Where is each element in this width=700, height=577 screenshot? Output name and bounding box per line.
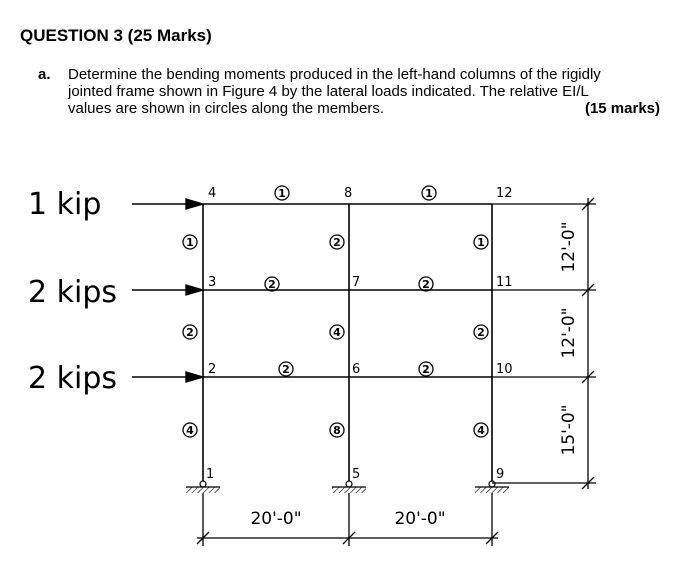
ei-circle-column-7-8: [330, 235, 344, 249]
ei-value-column-9-10: 4: [477, 424, 485, 437]
joint-label-7: 7: [352, 275, 361, 290]
span-label-right: 20'-0": [394, 509, 446, 529]
joint-label-5: 5: [352, 467, 361, 482]
load-arrow-head-roof: [186, 199, 203, 209]
part-a-letter: a.: [38, 66, 51, 83]
ei-value-beam-7-11: 2: [422, 278, 430, 291]
ei-circle-beam-7-11: [419, 277, 433, 291]
ei-circle-column-10-11: [474, 325, 488, 339]
ei-circle-column-2-3: [183, 325, 197, 339]
frame-members: [203, 204, 492, 483]
joint-label-4: 4: [208, 186, 217, 201]
ei-value-column-3-4: 1: [186, 236, 194, 249]
ei-circle-column-1-2: [183, 423, 197, 437]
load-arrow-head-level-1: [186, 372, 203, 382]
load-label-level-2: 2 kips: [28, 275, 118, 310]
ei-value-beam-6-10: 2: [422, 363, 430, 376]
joint-label-12: 12: [496, 186, 513, 201]
joint-label-9: 9: [496, 467, 505, 482]
part-a-line-2: jointed frame shown in Figure 4 by the lateral loads indicated. The relative EI/L: [68, 83, 589, 100]
ei-circle-column-6-7: [330, 325, 344, 339]
ei-value-beam-3-7: 2: [268, 278, 276, 291]
supports: [186, 481, 509, 493]
ei-circle-beam-2-6: [279, 362, 293, 376]
joint-label-1: 1: [206, 467, 215, 482]
ei-value-beam-8-12: 1: [425, 187, 433, 200]
ei-circle-column-3-4: [183, 235, 197, 249]
height-label-middle-storey: 12'-0": [559, 307, 579, 359]
question-title: QUESTION 3 (25 Marks): [20, 26, 212, 45]
ei-circle-beam-8-12: [422, 186, 436, 200]
ei-circle-column-5-6: [330, 423, 344, 437]
ei-value-column-10-11: 2: [477, 326, 485, 339]
part-a-line-3: values are shown in circles along the members.: [68, 100, 384, 117]
joint-label-3: 3: [208, 275, 217, 290]
joint-label-10: 10: [496, 362, 513, 377]
height-label-top-storey: 12'-0": [559, 221, 579, 273]
joint-label-8: 8: [344, 186, 353, 201]
joint-label-2: 2: [208, 362, 217, 377]
part-a-marks: (15 marks): [584, 100, 660, 117]
load-arrows: [132, 199, 203, 382]
height-label-bottom-storey: 15'-0": [559, 404, 579, 456]
joint-label-11: 11: [496, 275, 513, 290]
span-dimensions: [197, 493, 498, 546]
ei-value-beam-4-8: 1: [278, 187, 286, 200]
load-label-roof: 1 kip: [28, 187, 102, 222]
ei-circle-column-9-10: [474, 423, 488, 437]
ei-circle-beam-6-10: [419, 362, 433, 376]
ei-circle-column-11-12: [474, 235, 488, 249]
ei-value-column-5-6: 8: [333, 424, 341, 437]
span-label-left: 20'-0": [250, 509, 302, 529]
load-arrow-head-level-2: [186, 285, 203, 295]
ei-value-beam-2-6: 2: [282, 363, 290, 376]
ei-value-column-11-12: 1: [477, 236, 485, 249]
ei-value-column-6-7: 4: [333, 326, 341, 339]
joint-label-6: 6: [352, 362, 361, 377]
fixed-support-left: [186, 481, 220, 493]
ei-value-column-2-3: 2: [186, 326, 194, 339]
height-dimensions: [492, 198, 596, 489]
fixed-support-middle: [332, 481, 366, 493]
ei-value-column-7-8: 2: [333, 236, 341, 249]
ei-value-column-1-2: 4: [186, 424, 194, 437]
ei-circle-beam-3-7: [265, 277, 279, 291]
ei-circle-beam-4-8: [275, 186, 289, 200]
part-a-line-1: Determine the bending moments produced in the left-hand columns of the rigidly: [68, 66, 601, 83]
load-label-level-1: 2 kips: [28, 361, 118, 396]
